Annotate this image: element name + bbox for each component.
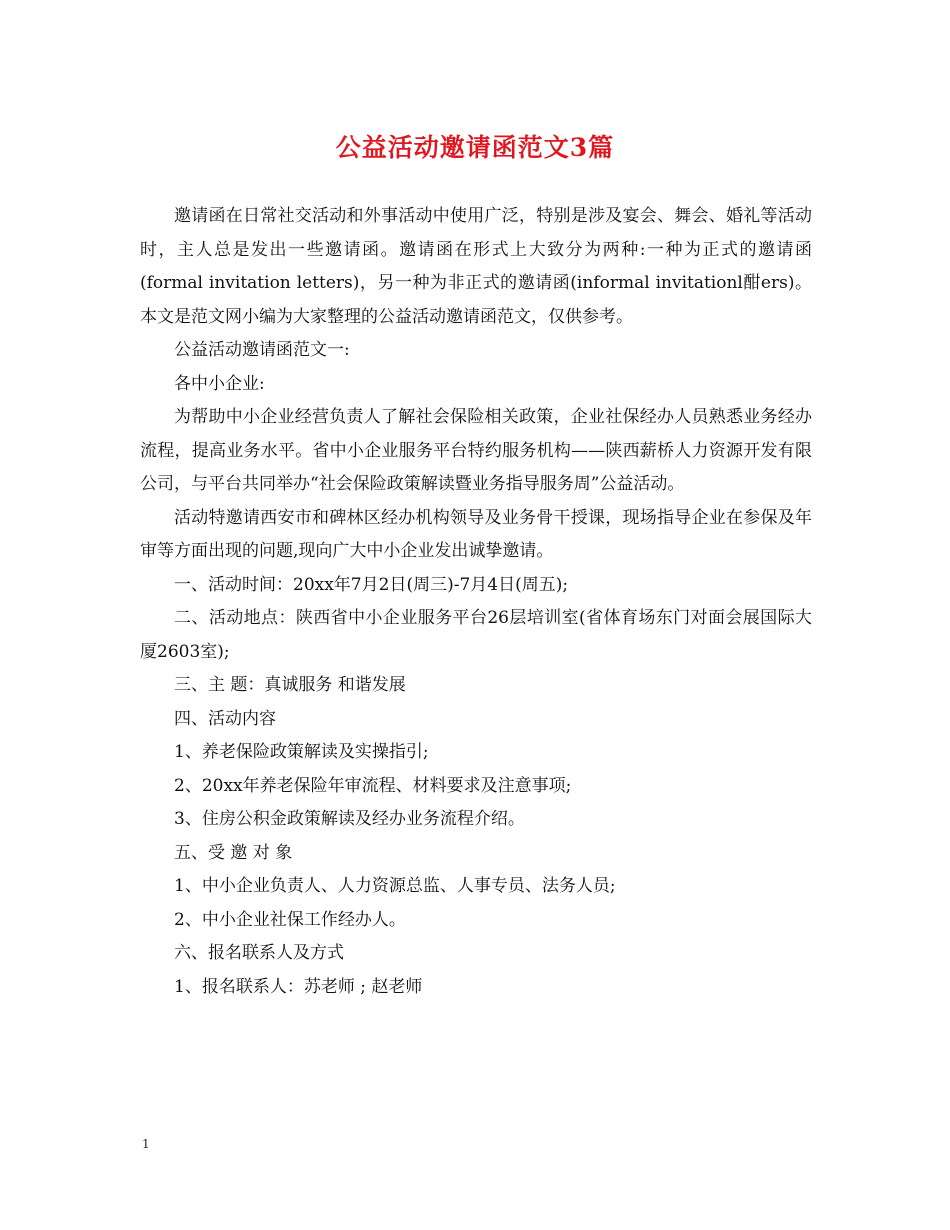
content-item-2: 2、20xx年养老保险年审流程、材料要求及注意事项; xyxy=(174,775,572,796)
page-title: 公益活动邀请函范文3篇 xyxy=(335,133,615,162)
invitee-item-1: 1、中小企业负责人、人力资源总监、人事专员、法务人员; xyxy=(174,876,616,896)
body-paragraph-2: 活动特邀请西安市和碑林区经办机构领导及业务骨干授课，现场指导企业在参保及年审等方面出现的问题,现向广大中小企业发出诚挚邀请。 xyxy=(140,507,812,561)
body-paragraph-1: 为帮助中小企业经营负责人了解社会保险相关政策，企业社保经办人员熟悉业务经办流程，提高业务水平。省中小企业服务平台特约服务机构——陕西薪桥人力资源开发有限公司，与平台共同举办“社会保险政策解读暨业务指导服务周”公益活动。 xyxy=(140,407,812,494)
document-body xyxy=(140,200,812,1004)
salutation: 各中小企业: xyxy=(174,373,265,394)
sample-heading: 公益活动邀请函范文一: xyxy=(174,340,350,360)
item-place: 二、活动地点：陕西省中小企业服务平台26层培训室(省体育场东门对面会展国际大厦2603室); xyxy=(140,608,812,662)
content-item-1: 1、养老保险政策解读及实操指引; xyxy=(174,742,429,762)
intro-paragraph: 邀请函在日常社交活动和外事活动中使用广泛，特别是涉及宴会、舞会、婚礼等活动时，主人总是发出一些邀请函。邀请函在形式上大致分为两种:一种为正式的邀请函(formal invitation letters)，另一种为非正式的邀请函(informal invitationl酣ers)。本文是范文网小编为大家整理的公益活动邀请函范文，仅供参考。 xyxy=(140,206,812,327)
item-content-heading: 四、活动内容 xyxy=(174,708,276,729)
invitee-item-2: 2、中小企业社保工作经办人。 xyxy=(174,909,406,930)
item-contact-heading: 六、报名联系人及方式 xyxy=(174,943,344,963)
page-number: 1 xyxy=(142,1137,150,1151)
item-invitees-heading: 五、受 邀 对 象 xyxy=(174,842,293,863)
item-time: 一、活动时间：20xx年7月2日(周三)-7月4日(周五); xyxy=(174,574,569,595)
contact-item-1: 1、报名联系人：苏老师 ; 赵老师 xyxy=(174,976,423,997)
item-theme: 三、主 题：真诚服务 和谐发展 xyxy=(174,675,406,695)
content-item-3: 3、住房公积金政策解读及经办业务流程介绍。 xyxy=(174,809,525,829)
